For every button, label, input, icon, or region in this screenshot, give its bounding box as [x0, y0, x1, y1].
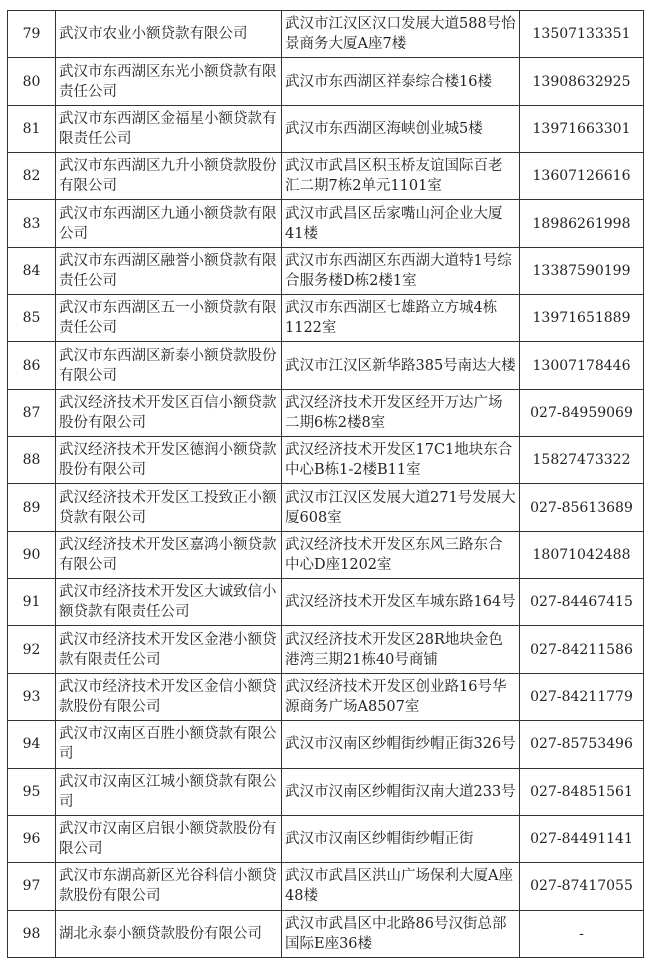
company-phone: 027-87417055	[520, 863, 644, 910]
company-address: 武汉经济技术开发区经开万达广场二期6栋2楼8室	[282, 389, 520, 436]
lender-table	[7, 10, 644, 958]
company-name: 武汉市东西湖区新泰小额贷款股份有限公司	[56, 342, 282, 389]
company-address: 武汉市东西湖区七雄路立方城4栋1122室	[282, 295, 520, 342]
table-row	[8, 626, 644, 673]
company-phone: 13607126616	[520, 153, 644, 200]
row-number: 87	[8, 389, 56, 436]
company-name: 武汉经济技术开发区德润小额贷款股份有限公司	[56, 437, 282, 484]
row-number: 90	[8, 531, 56, 578]
company-address: 武汉经济技术开发区东风三路东合中心D座1202室	[282, 531, 520, 578]
company-phone: 027-84211779	[520, 673, 644, 720]
row-number: 82	[8, 153, 56, 200]
company-name: 武汉市东西湖区东光小额贷款有限责任公司	[56, 58, 282, 105]
table-row	[8, 247, 644, 294]
table-row	[8, 863, 644, 910]
company-phone: 13971651889	[520, 295, 644, 342]
table-row	[8, 673, 644, 720]
company-phone: 027-84491141	[520, 815, 644, 862]
company-address: 武汉市武昌区中北路86号汉街总部国际E座36楼	[282, 910, 520, 957]
row-number: 97	[8, 863, 56, 910]
table-row	[8, 295, 644, 342]
table-row	[8, 910, 644, 957]
table-row	[8, 815, 644, 862]
company-address: 武汉市武昌区积玉桥友谊国际百老汇二期7栋2单元1101室	[282, 153, 520, 200]
row-number: 95	[8, 768, 56, 815]
table-row	[8, 768, 644, 815]
table-row	[8, 437, 644, 484]
company-address: 武汉市东西湖区海峡创业城5楼	[282, 105, 520, 152]
company-address: 武汉经济技术开发区17C1地块东合中心B栋1-2楼B11室	[282, 437, 520, 484]
row-number: 94	[8, 721, 56, 768]
company-name: 武汉经济技术开发区工投致正小额贷款有限公司	[56, 484, 282, 531]
company-name: 湖北永泰小额贷款股份有限公司	[56, 910, 282, 957]
company-phone: 15827473322	[520, 437, 644, 484]
company-name: 武汉市经济技术开发区金港小额贷款有限责任公司	[56, 626, 282, 673]
company-phone: 027-84959069	[520, 389, 644, 436]
table-row	[8, 105, 644, 152]
company-phone: 13387590199	[520, 247, 644, 294]
company-address: 武汉市江汉区发展大道271号发展大厦608室	[282, 484, 520, 531]
row-number: 88	[8, 437, 56, 484]
company-phone: 027-85613689	[520, 484, 644, 531]
company-name: 武汉市汉南区江城小额贷款有限公司	[56, 768, 282, 815]
table-row	[8, 200, 644, 247]
table-row	[8, 721, 644, 768]
table-row	[8, 11, 644, 58]
company-address: 武汉市汉南区纱帽街纱帽正街326号	[282, 721, 520, 768]
company-phone: 027-84467415	[520, 579, 644, 626]
company-address: 武汉市武昌区岳家嘴山河企业大厦41楼	[282, 200, 520, 247]
row-number: 92	[8, 626, 56, 673]
company-phone: 13971663301	[520, 105, 644, 152]
company-address: 武汉市武昌区洪山广场保利大厦A座48楼	[282, 863, 520, 910]
company-phone: 13007178446	[520, 342, 644, 389]
company-name: 武汉市汉南区百胜小额贷款有限公司	[56, 721, 282, 768]
table-row	[8, 389, 644, 436]
row-number: 81	[8, 105, 56, 152]
row-number: 93	[8, 673, 56, 720]
company-phone: 027-85753496	[520, 721, 644, 768]
company-phone: 027-84211586	[520, 626, 644, 673]
table-row	[8, 484, 644, 531]
row-number: 98	[8, 910, 56, 957]
company-address: 武汉经济技术开发区车城东路164号	[282, 579, 520, 626]
company-name: 武汉市东西湖区融誉小额贷款有限责任公司	[56, 247, 282, 294]
row-number: 85	[8, 295, 56, 342]
table-row	[8, 153, 644, 200]
company-phone: -	[520, 910, 644, 957]
table-row	[8, 342, 644, 389]
company-name: 武汉市东西湖区金福星小额贷款有限责任公司	[56, 105, 282, 152]
company-phone: 18071042488	[520, 531, 644, 578]
row-number: 89	[8, 484, 56, 531]
company-name: 武汉市东西湖区九升小额贷款股份有限公司	[56, 153, 282, 200]
company-name: 武汉经济技术开发区百信小额贷款股份有限公司	[56, 389, 282, 436]
company-name: 武汉市农业小额贷款有限公司	[56, 11, 282, 58]
company-address: 武汉市汉南区纱帽街汉南大道233号	[282, 768, 520, 815]
row-number: 86	[8, 342, 56, 389]
company-phone: 13908632925	[520, 58, 644, 105]
company-address: 武汉经济技术开发区28R地块金色港湾三期21栋40号商铺	[282, 626, 520, 673]
company-name: 武汉市东西湖区九通小额贷款有限公司	[56, 200, 282, 247]
row-number: 84	[8, 247, 56, 294]
company-name: 武汉市东西湖区五一小额贷款有限责任公司	[56, 295, 282, 342]
company-address: 武汉市江汉区汉口发展大道588号怡景商务大厦A座7楼	[282, 11, 520, 58]
company-name: 武汉市经济技术开发区大诚致信小额贷款有限责任公司	[56, 579, 282, 626]
company-name: 武汉市汉南区启银小额贷款股份有限公司	[56, 815, 282, 862]
table-row	[8, 579, 644, 626]
company-address: 武汉市东西湖区祥泰综合楼16楼	[282, 58, 520, 105]
company-address: 武汉市江汉区新华路385号南达大楼	[282, 342, 520, 389]
company-phone: 18986261998	[520, 200, 644, 247]
row-number: 80	[8, 58, 56, 105]
row-number: 83	[8, 200, 56, 247]
company-phone: 13507133351	[520, 11, 644, 58]
company-address: 武汉市东西湖区东西湖大道特1号综合服务楼D栋2楼1室	[282, 247, 520, 294]
company-name: 武汉市经济技术开发区金信小额贷款股份有限公司	[56, 673, 282, 720]
row-number: 96	[8, 815, 56, 862]
company-address: 武汉经济技术开发区创业路16号华源商务广场A8507室	[282, 673, 520, 720]
company-address: 武汉市汉南区纱帽街纱帽正街	[282, 815, 520, 862]
table-row	[8, 58, 644, 105]
company-name: 武汉经济技术开发区嘉鸿小额贷款有限公司	[56, 531, 282, 578]
row-number: 91	[8, 579, 56, 626]
company-phone: 027-84851561	[520, 768, 644, 815]
table-row	[8, 531, 644, 578]
table-body	[8, 11, 644, 958]
row-number: 79	[8, 11, 56, 58]
company-name: 武汉市东湖高新区光谷科信小额贷款股份有限公司	[56, 863, 282, 910]
